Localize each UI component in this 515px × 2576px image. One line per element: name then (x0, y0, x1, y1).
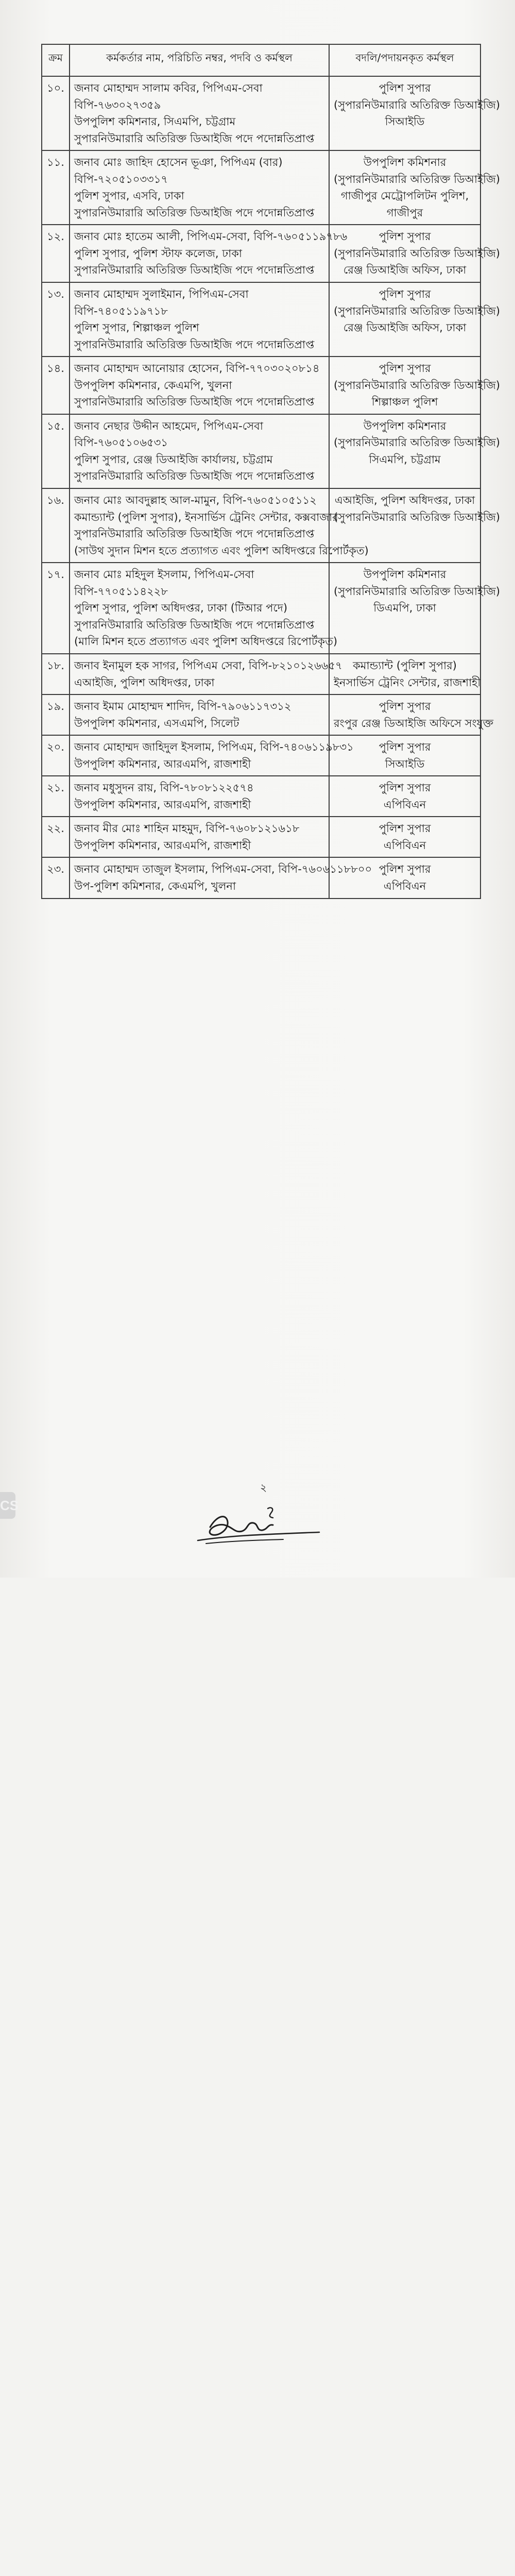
serial-cell: ১০. (42, 76, 70, 150)
officer-line: জনাব মোঃ জাহিদ হোসেন ভূঞা, পিপিএম (বার) (74, 156, 283, 169)
officer-line: জনাব মধুসুদন রায়, বিপি-৭৮০৮১২২৫৭৪ (74, 782, 254, 794)
officer-line: এআইজি, পুলিশ অধিদপ্তর, ঢাকা (74, 676, 215, 689)
officer-cell (70, 735, 354, 776)
officer-line: জনাব মোঃ হাতেম আলী, পিপিএম-সেবা, বিপি-৭৬০৫১১৯৭৮৬ (74, 230, 348, 243)
officer-line: বিপি-৭৭০৫১১৪২২৮ (74, 585, 168, 598)
table-row (42, 225, 480, 282)
officer-line: জনাব মোহাম্মদ আনোয়ার হোসেন, বিপি-৭৭০৩০২০৮১৪ (74, 362, 320, 375)
posting-line: রংপুর রেঞ্জ ডিআইজি অফিসে সংযুক্ত (334, 717, 494, 730)
officer-line: পুলিশ সুপার, পুলিশ অধিদপ্তর, ঢাকা (টিআর পদে) (74, 602, 288, 615)
serial-cell: ১৪. (42, 357, 70, 414)
table-row (42, 817, 480, 857)
officer-line: (সাউথ সুদান মিশন হতে প্রত্যাগত এবং পুলিশ অধিদপ্তরে রিপোর্টকৃত) (74, 544, 369, 557)
officer-cell (70, 694, 329, 735)
officer-line: জনাব মোহাম্মদ সালাম কবির, পিপিএম-সেবা (74, 82, 263, 94)
officer-line: বিপি-৭৪০৫১১৯৭১৮ (74, 304, 168, 317)
serial-cell: ২১. (42, 776, 70, 817)
posting-line: গাজীপুর (386, 206, 423, 219)
table-row (42, 76, 480, 150)
posting-line: গাজীপুর মেট্রোপলিটন পুলিশ, (340, 190, 469, 202)
posting-line: উপপুলিশ কমিশনার (363, 419, 447, 432)
posting-cell (329, 654, 480, 694)
posting-line: (সুপারনিউমারারি অতিরিক্ত ডিআইজি) (334, 585, 500, 598)
header-serial: ক্রম (42, 44, 70, 76)
officer-line: সুপারনিউমারারি অতিরিক্ত ডিআইজি পদে পদোন্নতিপ্রাপ্ত (74, 338, 315, 351)
officer-line: কমান্ড্যান্ট (পুলিশ সুপার), ইনসার্ভিস ট্রেনিং সেন্টার, কক্সবাজার (74, 511, 338, 523)
posting-line: এআইজি, পুলিশ অধিদপ্তর, ঢাকা (334, 494, 475, 507)
officer-line: সুপারনিউমারারি অতিরিক্ত ডিআইজি পদে পদোন্নতিপ্রাপ্ত (74, 206, 315, 219)
serial-cell: ১৭. (42, 563, 70, 654)
officer-line: পুলিশ সুপার, শিল্পাঞ্চল পুলিশ (74, 321, 199, 334)
serial-cell: ২৩. (42, 857, 70, 898)
posting-line: পুলিশ সুপার (379, 288, 431, 301)
officer-line: জনাব মোহাম্মদ তাজুল ইসলাম, পিপিএম-সেবা, বিপি-৭৬০৬১১৮৮০০ (74, 863, 372, 876)
posting-line: (সুপারনিউমারারি অতিরিক্ত ডিআইজি) (334, 173, 500, 185)
officer-cell (70, 357, 329, 414)
officer-line: উপপুলিশ কমিশনার, আরএমপি, রাজশাহী (74, 839, 251, 852)
table-row (42, 150, 480, 225)
posting-line: শিল্পাঞ্চল পুলিশ (371, 396, 438, 409)
table-row (42, 282, 480, 357)
table-header (42, 44, 480, 76)
posting-line: কমান্ড্যান্ট (পুলিশ সুপার) (353, 659, 457, 672)
posting-line: পুলিশ সুপার (379, 863, 431, 876)
officer-line: জনাব মোঃ আবদুল্লাহ আল-মামুন, বিপি-৭৬০৫১০৫১১২ (74, 494, 317, 507)
officer-line: উপপুলিশ কমিশনার, এসএমপি, সিলেট (74, 717, 239, 730)
posting-line: সিএমপি, চট্টগ্রাম (369, 453, 441, 466)
posting-line: পুলিশ সুপার (379, 741, 431, 754)
posting-line: পুলিশ সুপার (379, 230, 431, 243)
table-row (42, 735, 480, 776)
posting-line: এপিবিএন (383, 839, 426, 852)
officer-line: সুপারনিউমারারি অতিরিক্ত ডিআইজি পদে পদোন্নতিপ্রাপ্ত (74, 264, 315, 277)
header-row (42, 44, 480, 76)
officer-line: উপপুলিশ কমিশনার, আরএমপি, রাজশাহী (74, 798, 251, 811)
posting-line: উপপুলিশ কমিশনার (363, 568, 447, 581)
posting-line: এপিবিএন (383, 798, 426, 811)
posting-cell (329, 357, 500, 414)
posting-line: সিআইডি (385, 115, 425, 128)
posting-line: ডিএমপি, ঢাকা (373, 602, 436, 615)
officer-cell (70, 414, 329, 488)
officer-line: জনাব নেছার উদ্দীন আহমেদ, পিপিএম-সেবা (74, 419, 263, 432)
serial-cell: ১৬. (42, 488, 70, 563)
serial-cell: ১৫. (42, 414, 70, 488)
posting-line: (সুপারনিউমারারি অতিরিক্ত ডিআইজি) (334, 511, 500, 523)
table-row (42, 776, 480, 817)
table-row (42, 357, 480, 414)
posting-line: পুলিশ সুপার (379, 782, 431, 794)
serial-cell: ২২. (42, 817, 70, 857)
officer-line: পুলিশ সুপার, রেঞ্জ ডিআইজি কার্যালয়, চট্টগ্রাম (74, 453, 273, 466)
posting-cell (329, 225, 500, 282)
posting-cell (329, 776, 480, 817)
officer-cell (70, 776, 329, 817)
posting-line: সিআইডি (385, 757, 425, 770)
serial-cell: ১৮. (42, 654, 70, 694)
posting-line: রেঞ্জ ডিআইজি অফিস, ঢাকা (343, 264, 467, 277)
posting-line: পুলিশ সুপার (379, 82, 431, 94)
officer-line: (মালি মিশন হতে প্রত্যাগত এবং পুলিশ অধিদপ্তরে রিপোর্টকৃত) (74, 635, 338, 648)
officer-line: উপপুলিশ কমিশনার, আরএমপি, রাজশাহী (74, 757, 251, 770)
posting-cell (329, 282, 500, 357)
officer-line: জনাব ইমাম মোহাম্মদ শাদিদ, বিপি-৭৯০৬১১৭৩১২ (74, 700, 291, 713)
header-officer: কর্মকর্তার নাম, পরিচিতি নম্বর, পদবি ও কর্মস্থল (70, 44, 329, 76)
officer-line: সুপারনিউমারারি অতিরিক্ত ডিআইজি পদে পদোন্নতিপ্রাপ্ত (74, 528, 315, 540)
camscanner-logo: CS (0, 1492, 15, 1519)
serial-cell: ১২. (42, 225, 70, 282)
officer-cell (70, 76, 329, 150)
officer-line: বিপি-৭৬০৫১০৬৫৩১ (74, 436, 168, 449)
posting-line: (সুপারনিউমারারি অতিরিক্ত ডিআইজি) (334, 98, 500, 111)
officer-cell (70, 654, 342, 694)
posting-line: (সুপারনিউমারারি অতিরিক্ত ডিআইজি) (334, 247, 500, 260)
posting-cell (329, 150, 500, 225)
officer-cell (70, 817, 329, 857)
officer-line: সুপারনিউমারারি অতিরিক্ত ডিআইজি পদে পদোন্নতিপ্রাপ্ত (74, 132, 315, 145)
posting-line: পুলিশ সুপার (379, 822, 431, 835)
posting-line: ইনসার্ভিস ট্রেনিং সেন্টার, রাজশাহী (334, 676, 481, 689)
officer-cell (70, 857, 372, 898)
officer-line: সুপারনিউমারারি অতিরিক্ত ডিআইজি পদে পদোন্নতিপ্রাপ্ত (74, 618, 315, 631)
serial-cell: ১৯. (42, 694, 70, 735)
officer-line: পুলিশ সুপার, পুলিশ স্টাফ কলেজ, ঢাকা (74, 247, 242, 260)
posting-line: রেঞ্জ ডিআইজি অফিস, ঢাকা (343, 321, 467, 334)
officer-line: জনাব মোহাম্মদ জাহিদুল ইসলাম, পিপিএম, বিপি-৭৪০৬১১৯৮৩১ (74, 741, 354, 754)
table-row (42, 857, 480, 898)
serial-cell: ২০. (42, 735, 70, 776)
posting-cell (329, 694, 494, 735)
officer-line: জনাব মীর মোঃ শাহিন মাহমুদ, বিপি-৭৬০৮১২১৬১৮ (74, 822, 300, 835)
posting-line: পুলিশ সুপার (379, 362, 431, 375)
transfer-table (41, 44, 500, 899)
officer-line: বিপি-৭২০৫১০৩৩১৭ (74, 173, 168, 185)
officer-cell (70, 225, 348, 282)
officer-cell (70, 488, 369, 563)
officer-cell (70, 282, 329, 357)
posting-line: এপিবিএন (383, 879, 426, 892)
table-body (42, 76, 500, 899)
header-posting: বদলি/পদায়নকৃত কর্মস্থল (329, 44, 480, 76)
posting-line: উপপুলিশ কমিশনার (363, 156, 447, 169)
posting-line: (সুপারনিউমারারি অতিরিক্ত ডিআইজি) (334, 436, 500, 449)
officer-line: সুপারনিউমারারি অতিরিক্ত ডিআইজি পদে পদোন্নতিপ্রাপ্ত (74, 396, 315, 409)
posting-line: (সুপারনিউমারারি অতিরিক্ত ডিআইজি) (334, 304, 500, 317)
posting-line: পুলিশ সুপার (379, 700, 431, 713)
page-number: ২ (260, 1481, 267, 1494)
officer-line: জনাব মোহাম্মদ সুলাইমান, পিপিএম-সেবা (74, 288, 249, 301)
handwritten-signature (191, 1504, 324, 1551)
serial-cell: ১১. (42, 150, 70, 225)
officer-line: বিপি-৭৬৩০২৭৩৫৯ (74, 98, 161, 111)
table-row (42, 563, 480, 654)
officer-line: জনাব ইনামুল হক সাগর, পিপিএম সেবা, বিপি-৮২১০১২৬৬৫৭ (74, 659, 342, 672)
officer-line: উপ-পুলিশ কমিশনার, কেএমপি, খুলনা (74, 879, 236, 892)
table-row (42, 654, 480, 694)
serial-cell: ১৩. (42, 282, 70, 357)
table-row (42, 694, 480, 735)
officer-line: পুলিশ সুপার, এসবি, ঢাকা (74, 190, 184, 202)
officer-line: উপপুলিশ কমিশনার, সিএমপি, চট্টগ্রাম (74, 115, 236, 128)
table-row (42, 488, 480, 563)
posting-cell (329, 817, 480, 857)
table-row (42, 414, 480, 488)
officer-cell (70, 563, 338, 654)
posting-cell (329, 76, 500, 150)
officer-line: উপপুলিশ কমিশনার, কেএমপি, খুলনা (74, 379, 232, 392)
officer-line: জনাব মোঃ মহিদুল ইসলাম, পিপিএম-সেবা (74, 568, 254, 581)
officer-line: সুপারনিউমারারি অতিরিক্ত ডিআইজি পদে পদোন্নতিপ্রাপ্ত (74, 470, 315, 483)
officer-cell (70, 150, 329, 225)
posting-line: (সুপারনিউমারারি অতিরিক্ত ডিআইজি) (334, 379, 500, 392)
posting-cell (329, 414, 500, 488)
posting-cell (329, 563, 500, 654)
